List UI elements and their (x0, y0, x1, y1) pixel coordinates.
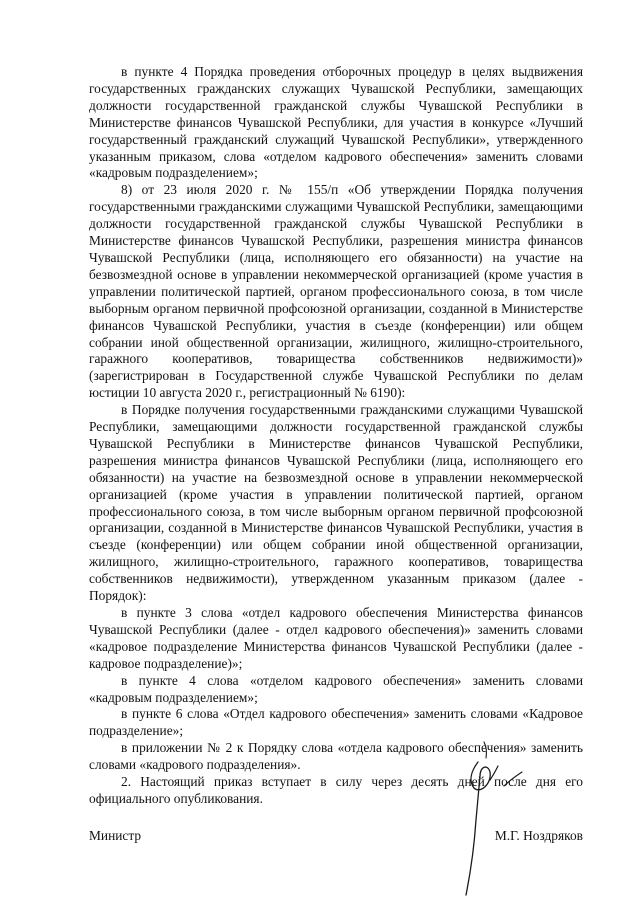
paragraph-7: в приложении № 2 к Порядку слова «отдела кадрового обеспечения» заменить словами «кадрового подразделения». (89, 740, 583, 773)
paragraph-8: 2. Настоящий приказ вступает в силу через десять дней после дня его официального опубликования. (89, 774, 583, 806)
paragraph-1: в пункте 4 Порядка проведения отборочных процедур в целях выдвижения государственных гражданских служащих Чувашской Республики, замещающих должности государственной гражданской службы Чувашской Республики в Министерстве финансов Чувашской Республики, для участия в конкурсе «Лучший государственный гражданский служащий Чувашской Республики», утвержденного указанным приказом, слова «отделом кадрового обеспечения» заменить словами «кадровым подразделением»; (89, 64, 583, 181)
paragraph-2: 8) от 23 июля 2020 г. № 155/п «Об утверждении Порядка получения государственными гражданскими служащими Чувашской Республики, замещающими должности государственной гражданской службы Чувашской Республики в Министерстве финансов Чувашской Республики, разрешения министра финансов Чувашской Республики (лица, исполняющего его обязанности) на участие на безвозмездной основе в управлении некоммерческой организацией (кроме участия в управлении политической партией, органом профессионального союза, в том числе выборным органом первичной профсоюзной организации, созданной в Министерстве финансов Чувашской Республики, участия в съезде (конференции) или общем собрании иной общественной организации, жилищного, жилищно-строительного, гаражного кооперативов, товарищества собственников недвижимости)» (зарегистрирован в Государственной службе Чувашской Республики по делам юстиции 10 августа 2020 г., регистрационный № 6190): (89, 182, 583, 401)
paragraph-3: в Порядке получения государственными гражданскими служащими Чувашской Республики, замещающими должности государственной гражданской службы Чувашской Республики в Министерстве финансов Чувашской Республики, разрешения министра финансов Чувашской Республики (лица, исполняющего его обязанности) на участие на безвозмездной основе в управлении некоммерческой организацией (кроме участия в управлении политической партией, органом профессионального союза, в том числе выборным органом первичной профсоюзной организации, созданной в Министерстве финансов Чувашской Республики, участия в съезде (конференции) или общем собрании иной общественной организации, жилищного, жилищно-строительного, гаражного кооперативов, товарищества собственников недвижимости), утвержденном указанным приказом (далее - Порядок): (89, 402, 583, 604)
signature-block (89, 828, 583, 846)
signatory-title: Министр (89, 828, 142, 843)
paragraph-4: в пункте 3 слова «отдел кадрового обеспечения Министерства финансов Чувашской Республики (далее - отдел кадрового обеспечения)» заменить словами «кадровое подразделение Министерства финансов Чувашской Республики (далее - кадровое подразделение)»; (89, 605, 583, 671)
paragraph-5: в пункте 4 слова «отделом кадрового обеспечения» заменить словами «кадровым подразделением»; (89, 672, 583, 705)
signatory-name: М.Г. Ноздряков (494, 828, 583, 843)
document-body (89, 64, 583, 808)
handwritten-signature (450, 740, 530, 900)
paragraph-6: в пункте 6 слова «Отдел кадрового обеспечения» заменить словами «Кадровое подразделение»; (89, 706, 583, 739)
